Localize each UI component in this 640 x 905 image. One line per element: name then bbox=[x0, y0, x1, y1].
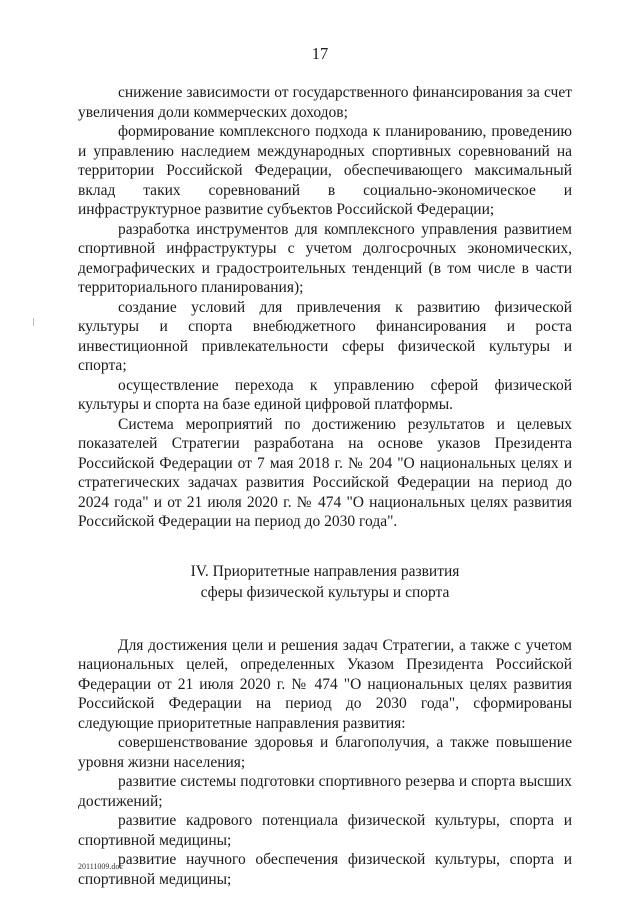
paragraph: разработка инструментов для комплексного управления развитием спортивной инфраструктуры с учетом долгосрочных экономических, демографических и градостроительных тенденций (в том числе в части территориального планирования); bbox=[78, 220, 572, 296]
section-heading bbox=[78, 561, 572, 603]
section-heading-line-1: IV. Приоритетные направления развития bbox=[190, 562, 460, 580]
paragraph: Для достижения цели и решения задач Стратегии, а также с учетом национальных целей, определенных Указом Президента Российской Федерации от 21 июля 2020 г. № 474 "О национальных целях развития Российской Федерации на период до 2030 года", сформированы следующие приоритетные направления развития: bbox=[78, 636, 572, 732]
page-number: 17 bbox=[311, 44, 329, 63]
footer-filename: 20111009.doc bbox=[78, 862, 123, 871]
scan-margin-mark bbox=[33, 318, 34, 326]
paragraph: формирование комплексного подхода к планированию, проведению и управлению наследием международных спортивных соревнований на территории Российской Федерации, обеспечивающего максимальный вклад таких соревнований в социально-экономическое и инфраструктурное развитие субъектов Российской Федерации; bbox=[78, 123, 572, 218]
section-heading-line-2: сферы физической культуры и спорта bbox=[200, 583, 450, 601]
document-body bbox=[78, 83, 572, 889]
paragraph: снижение зависимости от государственного финансирования за счет увеличения доли коммерческих доходов; bbox=[78, 84, 572, 121]
paragraph: осуществление перехода к управлению сферой физической культуры и спорта на базе единой цифровой платформы. bbox=[78, 376, 572, 413]
paragraph: развитие научного обеспечения физической культуры, спорта и спортивной медицины; bbox=[78, 851, 572, 888]
paragraph: развитие кадрового потенциала физической культуры, спорта и спортивной медицины; bbox=[78, 812, 572, 849]
paragraph: Система мероприятий по достижению результатов и целевых показателей Стратегии разработана на основе указов Президента Российской Федерации от 7 мая 2018 г. № 204 "О национальных целях и стратегических задачах развития Российской Федерации на период до 2024 года" и от 21 июля 2020 г. № 474 "О национальных целях развития Российской Федерации на период до 2030 года". bbox=[78, 415, 572, 530]
paragraph: создание условий для привлечения к развитию физической культуры и спорта внебюджетного финансирования и роста инвестиционной привлекательности сферы физической культуры и спорта; bbox=[78, 298, 572, 374]
paragraph: совершенствование здоровья и благополучия, а также повышение уровня жизни населения; bbox=[78, 734, 572, 771]
paragraph: развитие системы подготовки спортивного резерва и спорта высших достижений; bbox=[78, 773, 572, 810]
